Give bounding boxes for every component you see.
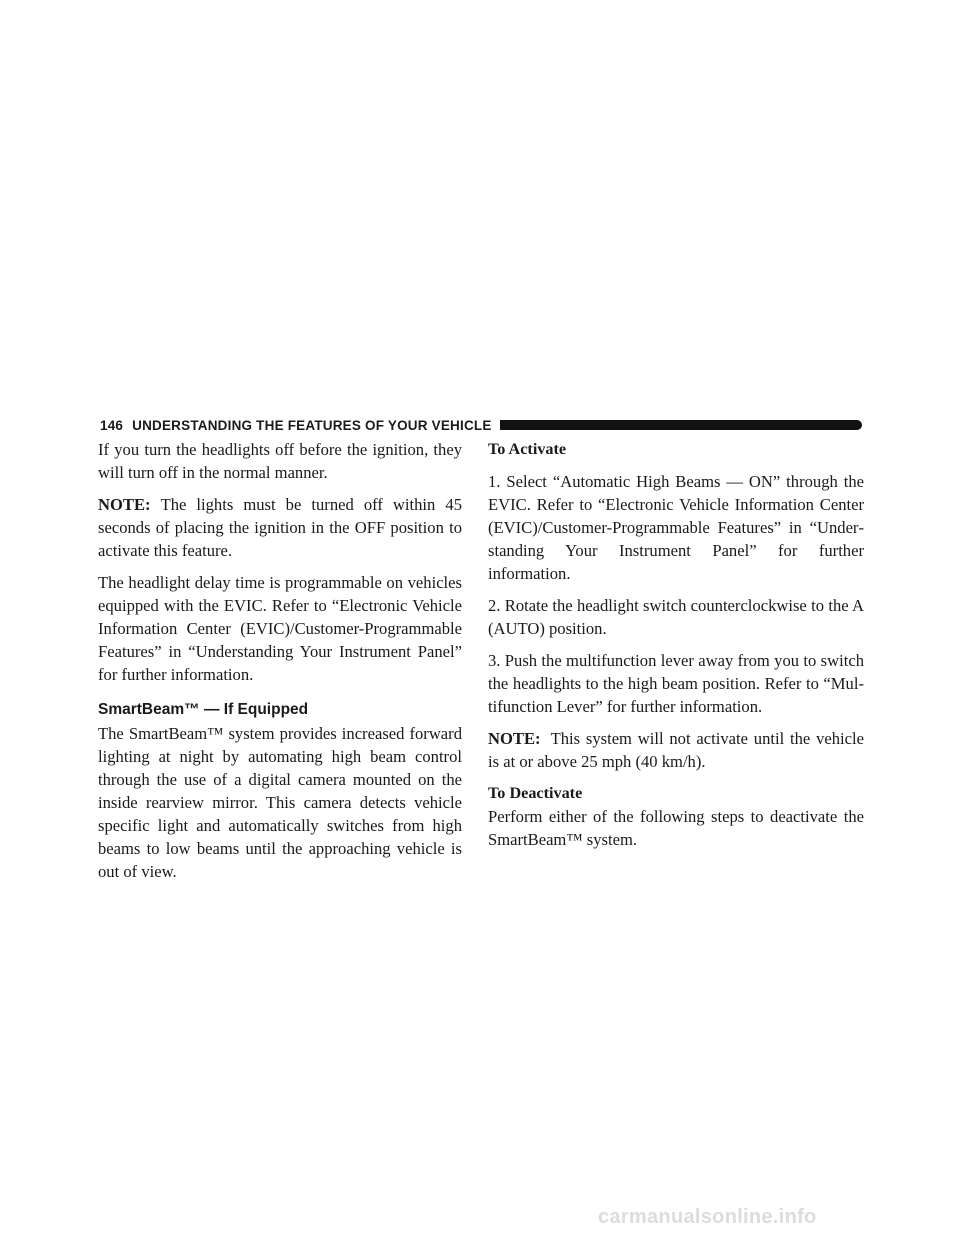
- note-label: NOTE:: [98, 495, 151, 514]
- paragraph-headlights-off: If you turn the headlights off before the ignition, they will turn off in the normal manner.: [98, 440, 462, 482]
- step-3: 3. Push the multifunction lever away from you to switch the headlights to the high beam position. Refer to “Multifunction Lever” for further information.: [488, 651, 864, 716]
- paragraph-deactivate: Perform either of the following steps to deactivate the SmartBeam™ system.: [488, 807, 864, 849]
- note-label: NOTE:: [488, 729, 541, 748]
- header-rule: [500, 420, 862, 430]
- section-heading-smartbeam: SmartBeam™ — If Equipped: [98, 701, 309, 718]
- note-lights-off: [98, 493, 462, 562]
- chapter-title: UNDERSTANDING THE FEATURES OF YOUR VEHICLE: [132, 417, 492, 433]
- note-text: The lights must be turned off within 45 seconds of placing the ignition in the OFF position to activate this feature.: [98, 495, 462, 560]
- page-number: 146: [100, 417, 124, 433]
- paragraph-delay-time: The headlight delay time is programmable on vehicles equipped with the EVIC. Refer to “Electronic Vehicle Information Center (EVIC)/Customer-Programmable Features” in “Understanding Your Instrument Panel” for further information.: [98, 573, 462, 684]
- left-column: [98, 438, 462, 892]
- step-2: 2. Rotate the headlight switch counterclockwise to the A (AUTO) position.: [488, 596, 864, 638]
- paragraph-smartbeam: The SmartBeam™ system provides increased forward lighting at night by automating high beam control through the use of a digital camera mounted on the inside rearview mirror. This camera detects vehicle specific light and automatically switches from high beams to low beams until the approaching vehicle is out of view.: [98, 724, 462, 881]
- heading-to-activate: To Activate: [488, 440, 567, 458]
- page-header: [100, 416, 862, 434]
- step-1: 1. Select “Automatic High Beams — ON” through the EVIC. Refer to “Electronic Vehicle Information Center (EVIC)/Customer-Programmable Features” in “Understanding Your Instrument Panel” for further information.: [488, 472, 864, 583]
- note-text: This system will not activate until the vehicle is at or above 25 mph (40 km/h).: [488, 729, 864, 771]
- note-speed: [488, 727, 864, 773]
- watermark-text: carmanualsonline.info: [598, 1206, 817, 1228]
- heading-to-deactivate: To Deactivate: [488, 784, 583, 802]
- right-column: [488, 438, 864, 860]
